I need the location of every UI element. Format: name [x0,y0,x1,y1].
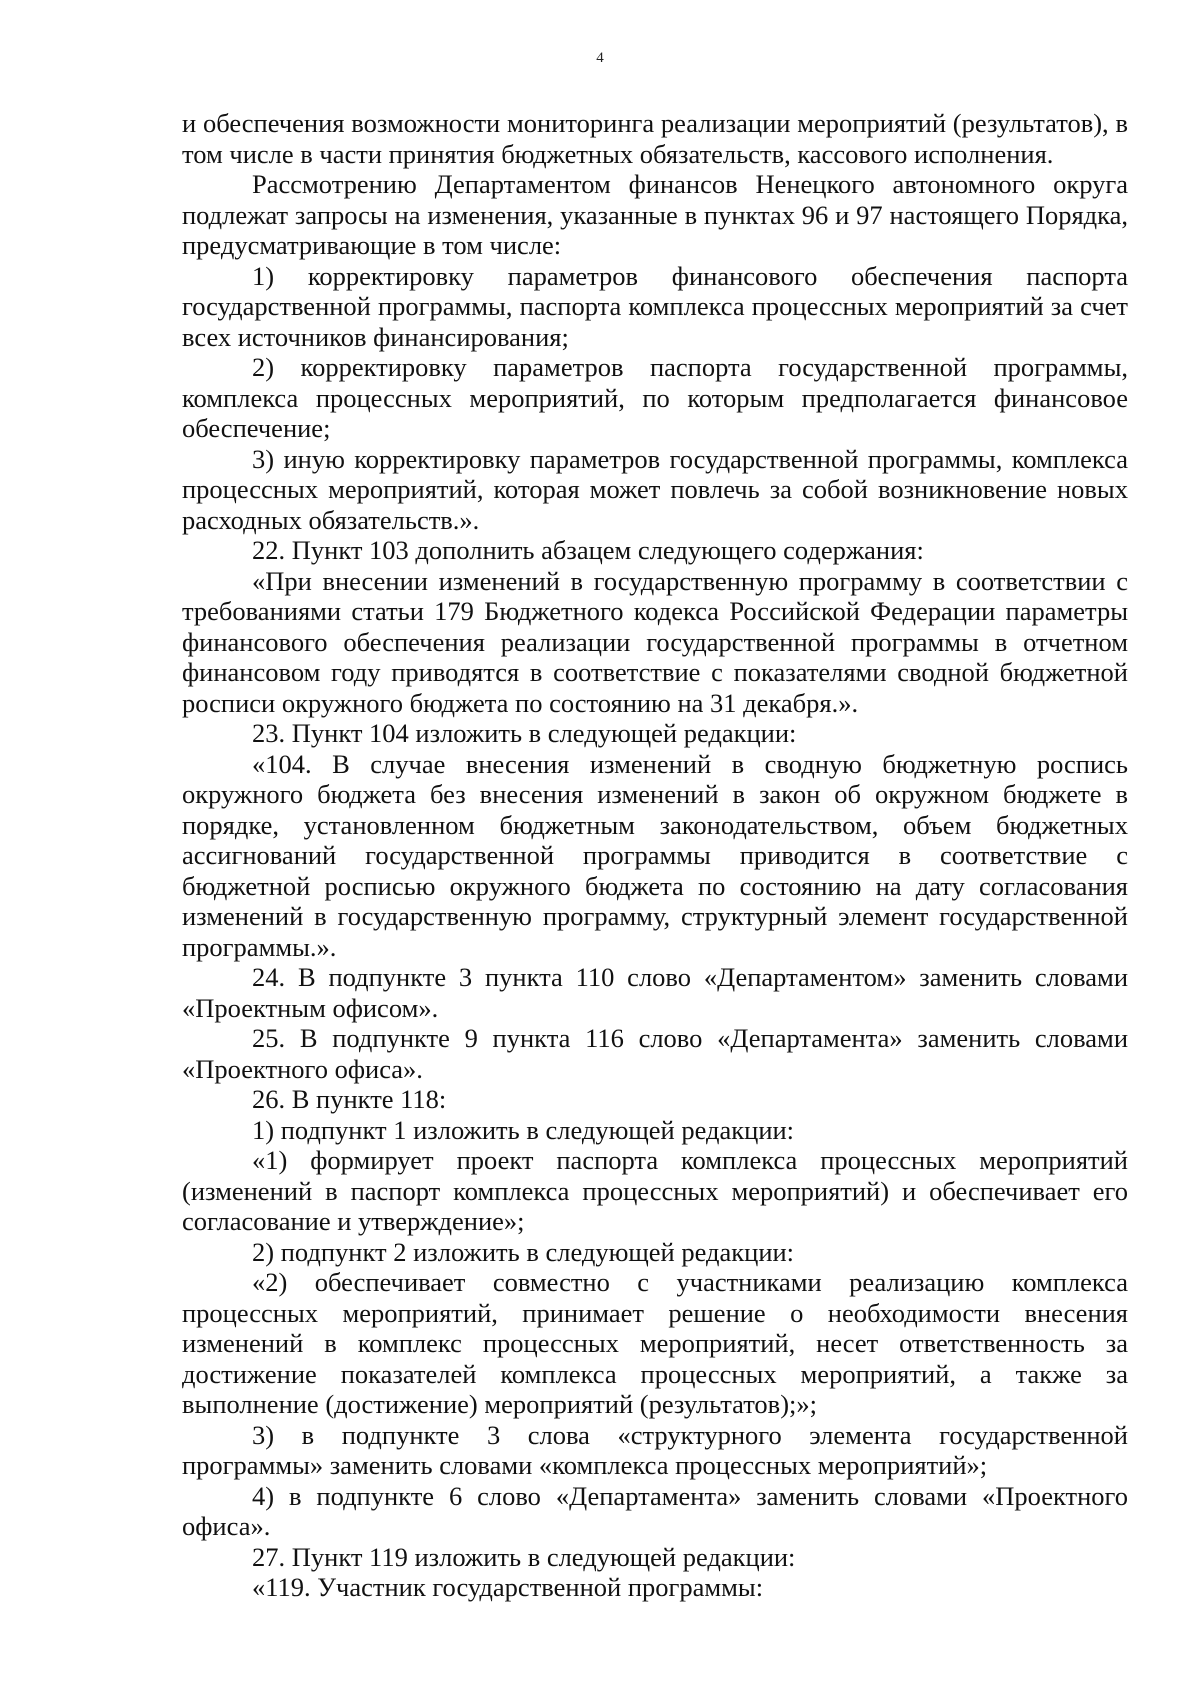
paragraph: 2) подпункт 2 изложить в следующей редакции: [252,1236,795,1267]
paragraph: и обеспечения возможности мониторинга реализации мероприятий (результатов), в том числе в части принятия бюджетных обязательств, кассового исполнения. [182,108,1128,169]
paragraph: 23. Пункт 104 изложить в следующей редакции: [252,718,797,748]
paragraph: 22. Пункт 103 дополнить абзацем следующего содержания: [252,535,924,565]
paragraph: «2) обеспечивает совместно с участниками реализацию комплекса процессных мероприятий, принимает решение о необходимости внесения изменений в комплекс процессных мероприятий, несет ответственность за достижение показателей комплекса процессных мероприятий, а также за выполнение (достижение) мероприятий (результатов);»; [182,1267,1128,1419]
paragraph: 25. В подпункте 9 пункта 116 слово «Департамента» заменить словами «Проектного офиса». [182,1023,1128,1084]
paragraph: 3) в подпункте 3 слова «структурного элемента государственной программы» заменить словами «комплекса процессных мероприятий»; [182,1419,1128,1480]
document-body [182,108,1128,1603]
paragraph: 26. В пункте 118: [252,1084,447,1114]
paragraph: 24. В подпункте 3 пункта 110 слово «Департаментом» заменить словами «Проектным офисом». [182,962,1128,1023]
paragraph: 27. Пункт 119 изложить в следующей редакции: [252,1541,796,1572]
paragraph: 3) иную корректировку параметров государственной программы, комплекса процессных мероприятий, которая может повлечь за собой возникновение новых расходных обязательств.». [182,443,1128,535]
paragraph: 2) корректировку параметров паспорта государственной программы, комплекса процессных мероприятий, по которым предполагается финансовое обеспечение; [182,352,1128,443]
paragraph: «104. В случае внесения изменений в сводную бюджетную роспись окружного бюджета без внесения изменений в закон об окружном бюджете в порядке, установленном бюджетным законодательством, объем бюджетных ассигнований государственной программы приводится в соответствие с бюджетной росписью окружного бюджета по состоянию на дату согласования изменений в государственную программу, структурный элемент государственной программы.». [182,748,1128,962]
paragraph: «При внесении изменений в государственную программу в соответствии с требованиями статьи 179 Бюджетного кодекса Российской Федерации параметры финансового обеспечения реализации государственной программы в отчетном финансовом году приводятся в соответствие с показателями сводной бюджетной росписи окружного бюджета по состоянию на 31 декабря.». [182,565,1128,718]
paragraph: Рассмотрению Департаментом финансов Ненецкого автономного округа подлежат запросы на изменения, указанные в пунктах 96 и 97 настоящего Порядка, предусматривающие в том числе: [182,169,1128,260]
paragraph: 1) подпункт 1 изложить в следующей редакции: [252,1114,795,1145]
page-number: 4 [596,50,604,66]
paragraph: «119. Участник государственной программы: [252,1572,764,1602]
paragraph: «1) формирует проект паспорта комплекса процессных мероприятий (изменений в паспорт комплекса процессных мероприятий) и обеспечивает его согласование и утверждение»; [182,1145,1128,1236]
paragraph: 4) в подпункте 6 слово «Департамента» заменить словами «Проектного офиса». [182,1480,1128,1541]
paragraph: 1) корректировку параметров финансового обеспечения паспорта государственной программы, паспорта комплекса процессных мероприятий за счет всех источников финансирования; [182,260,1128,352]
